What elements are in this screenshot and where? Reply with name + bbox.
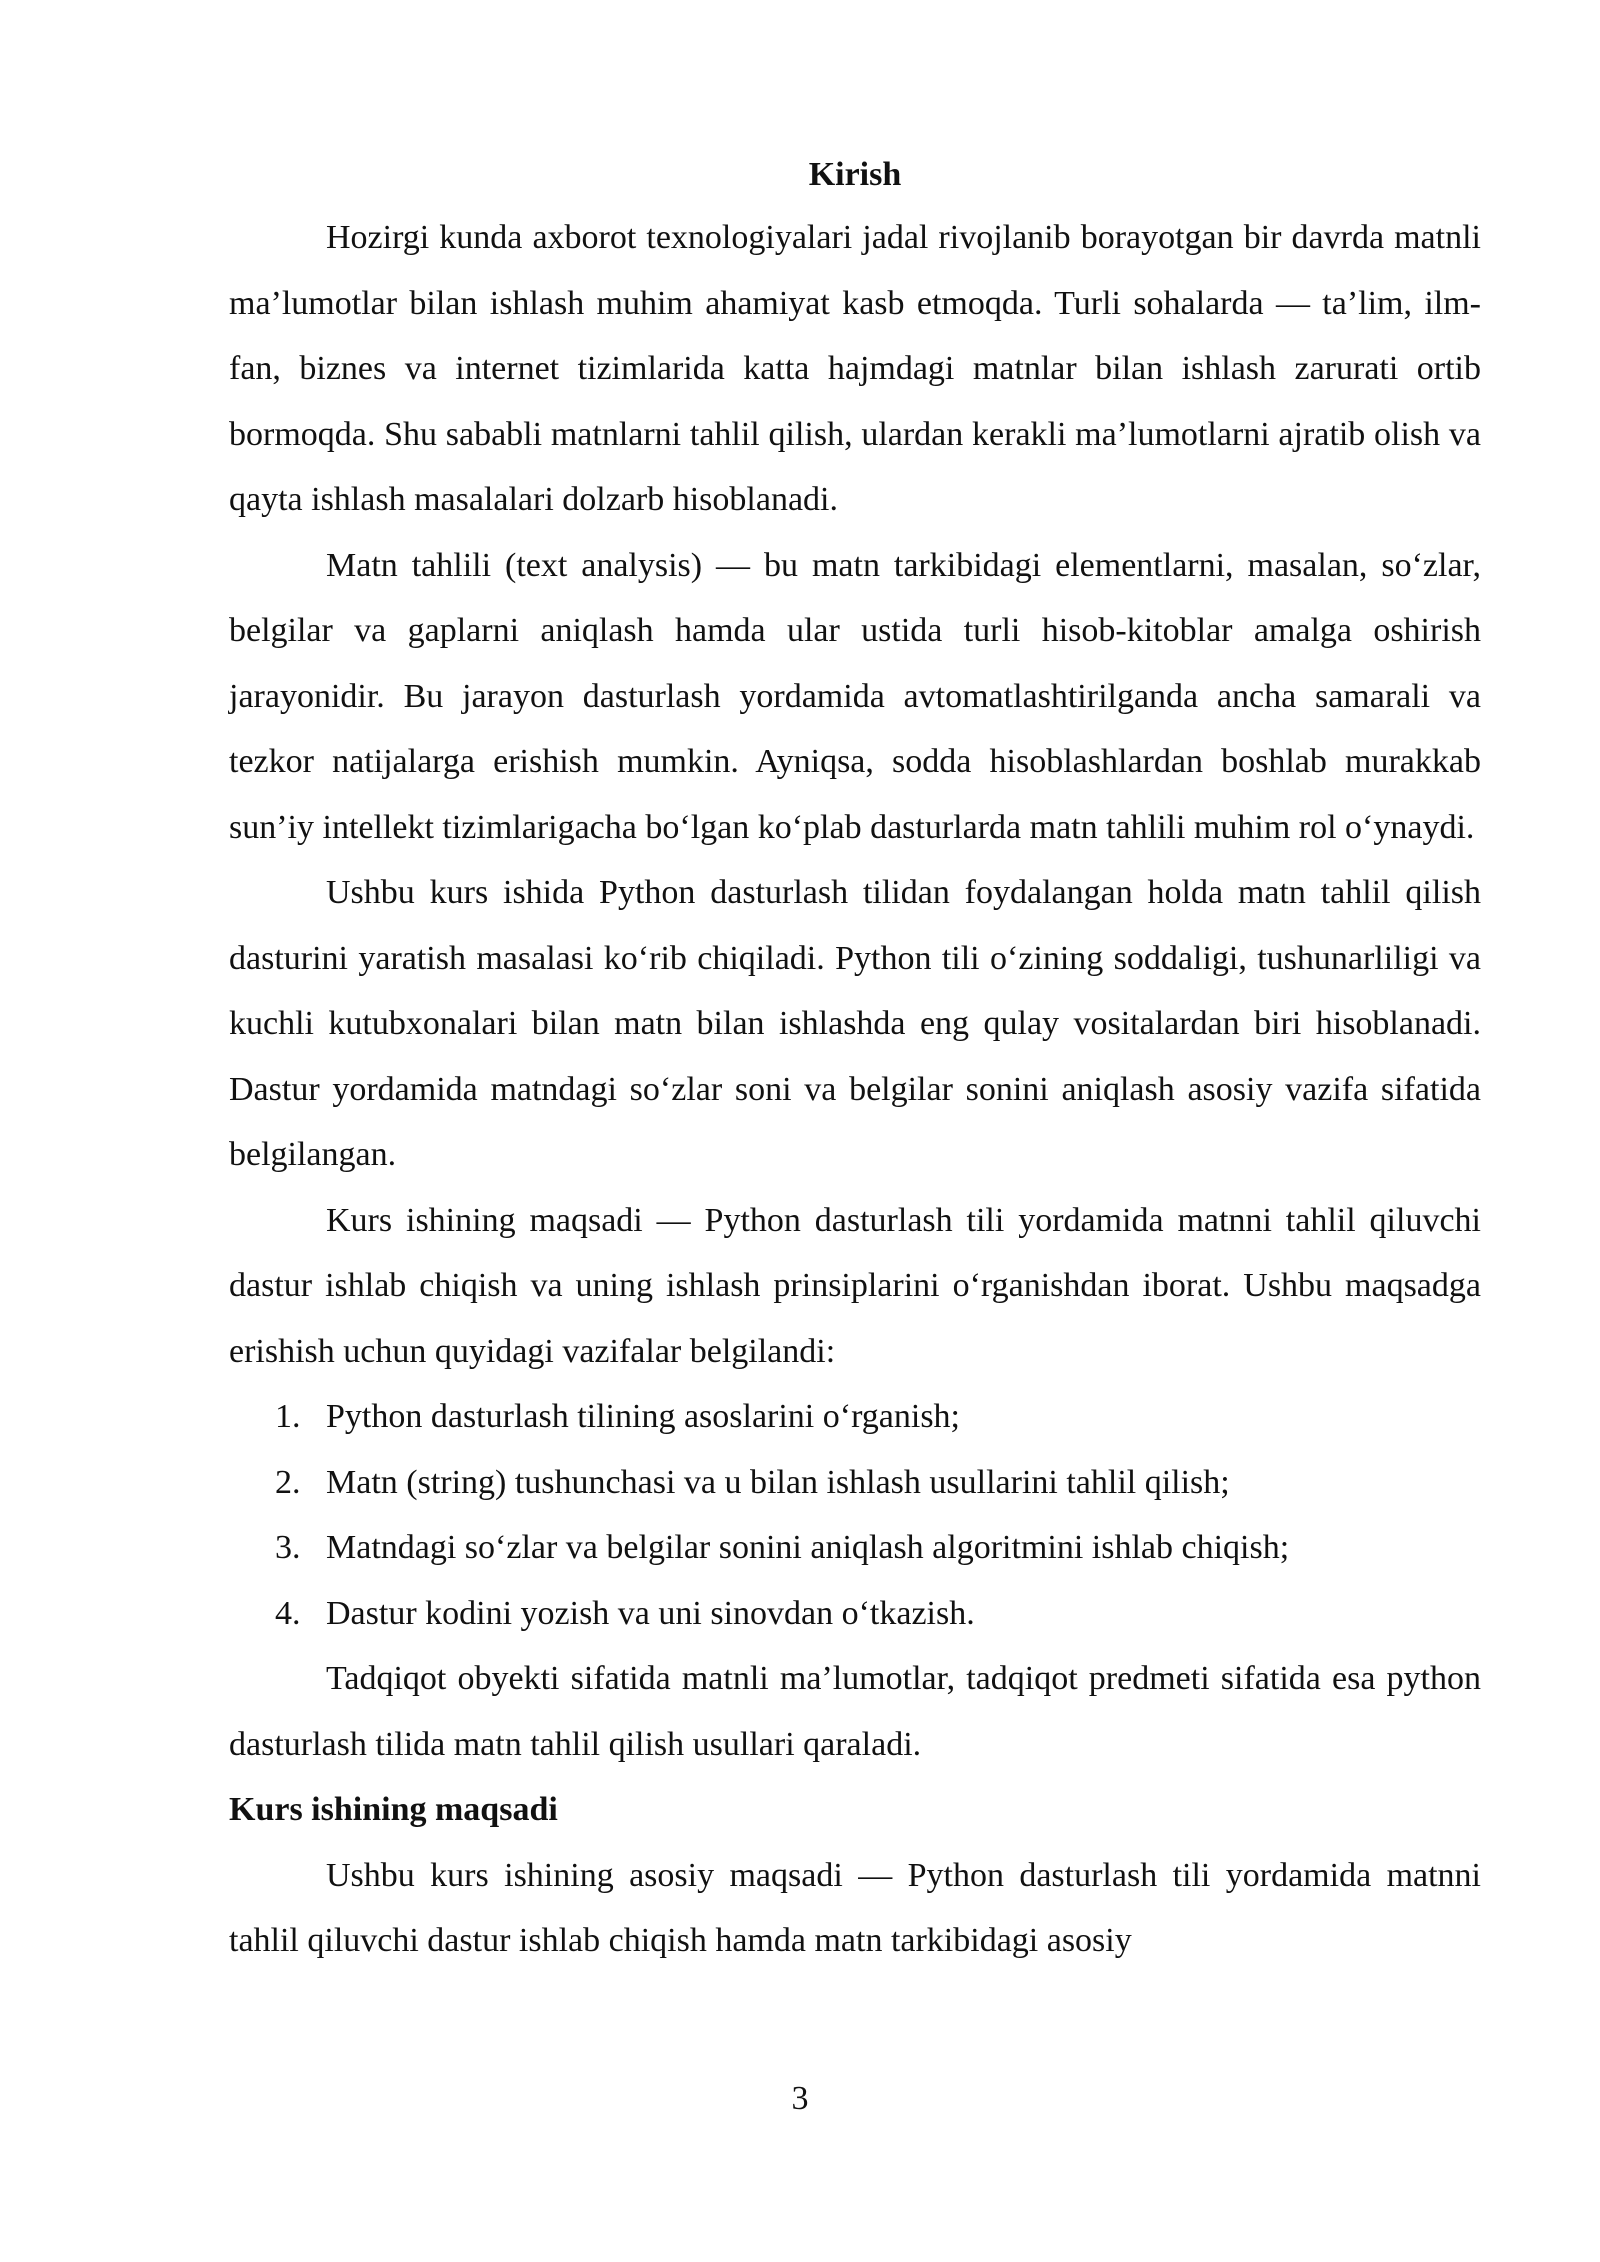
paragraph-section-goal: Ushbu kurs ishining asosiy maqsadi — Python dasturlash tili yordamida matnni tahlil qiluvchi dastur ishlab chiqish hamda matn tarkibidagi asosiy bbox=[229, 1856, 1481, 1959]
task-list bbox=[229, 1384, 1481, 1646]
paragraph-text-analysis: Matn tahlili (text analysis) — bu matn tarkibidagi elementlarni, masalan, so‘zlar, belgilar va gaplarni aniqlash hamda ular ustida turli hisob-kitoblar amalga oshirish jarayonidir. Bu jarayon dasturlash yordamida avtomatlashtirilganda ancha samarali va tezkor natijalarga erishish mumkin. Ayniqsa, sodda hisoblashlardan boshlab murakkab sun’iy intellekt tizimlarigacha bo‘lgan ko‘plab dasturlarda matn tahlili muhim rol o‘ynaydi. bbox=[229, 546, 1481, 846]
list-item bbox=[229, 1515, 1481, 1581]
paragraph-research-object: Tadqiqot obyekti sifatida matnli ma’lumotlar, tadqiqot predmeti sifatida esa python dasturlash tilida matn tahlil qilish usullari qaraladi. bbox=[229, 1660, 1481, 1763]
page-number: 3 bbox=[791, 2080, 809, 2117]
paragraph-introduction: Hozirgi kunda axborot texnologiyalari jadal rivojlanib borayotgan bir davrda matnli ma’lumotlar bilan ishlash muhim ahamiyat kasb etmoqda. Turli sohalarda — ta’lim, ilm-fan, biznes va internet tizimlarida katta hajmdagi matnlar bilan ishlash zarurati ortib bormoqda. Shu sababli matnlarni tahlil qilish, ulardan kerakli ma’lumotlarni ajratib olish va qayta ishlash masalalari dolzarb hisoblanadi. bbox=[229, 219, 1481, 518]
list-item bbox=[229, 1450, 1481, 1516]
list-item bbox=[229, 1384, 1481, 1450]
list-item bbox=[229, 1581, 1481, 1647]
list-item-text: Matndagi so‘zlar va belgilar sonini aniqlash algoritmini ishlab chiqish; bbox=[326, 1529, 1290, 1566]
paragraph-course-work: Ushbu kurs ishida Python dasturlash tilidan foydalangan holda matn tahlil qilish dasturini yaratish masalasi ko‘rib chiqiladi. Python tili o‘zining soddaligi, tushunarliligi va kuchli kutubxonalari bilan matn bilan ishlashda eng qulay vositalardan biri hisoblanadi. Dastur yordamida matndagi so‘zlar soni va belgilar sonini aniqlash asosiy vazifa sifatida belgilangan. bbox=[229, 874, 1481, 1173]
list-item-number: 1. bbox=[275, 1398, 301, 1435]
list-item-text: Python dasturlash tilining asoslarini o‘rganish; bbox=[326, 1398, 960, 1435]
page-body bbox=[229, 140, 1481, 1974]
page-title: Kirish bbox=[808, 156, 902, 193]
list-item-number: 2. bbox=[275, 1463, 301, 1501]
list-item-text: Dastur kodini yozish va uni sinovdan o‘tkazish. bbox=[326, 1594, 975, 1632]
list-item-text: Matn (string) tushunchasi va u bilan ishlash usullarini tahlil qilish; bbox=[326, 1463, 1230, 1501]
list-item-number: 3. bbox=[275, 1529, 301, 1566]
section-heading: Kurs ishining maqsadi bbox=[229, 1791, 558, 1828]
paragraph-goal: Kurs ishining maqsadi — Python dasturlash tili yordamida matnni tahlil qiluvchi dastur ishlab chiqish va uning ishlash prinsiplarini o‘rganishdan iborat. Ushbu maqsadga erishish uchun quyidagi vazifalar belgilandi: bbox=[229, 1201, 1481, 1370]
list-item-number: 4. bbox=[275, 1594, 301, 1632]
